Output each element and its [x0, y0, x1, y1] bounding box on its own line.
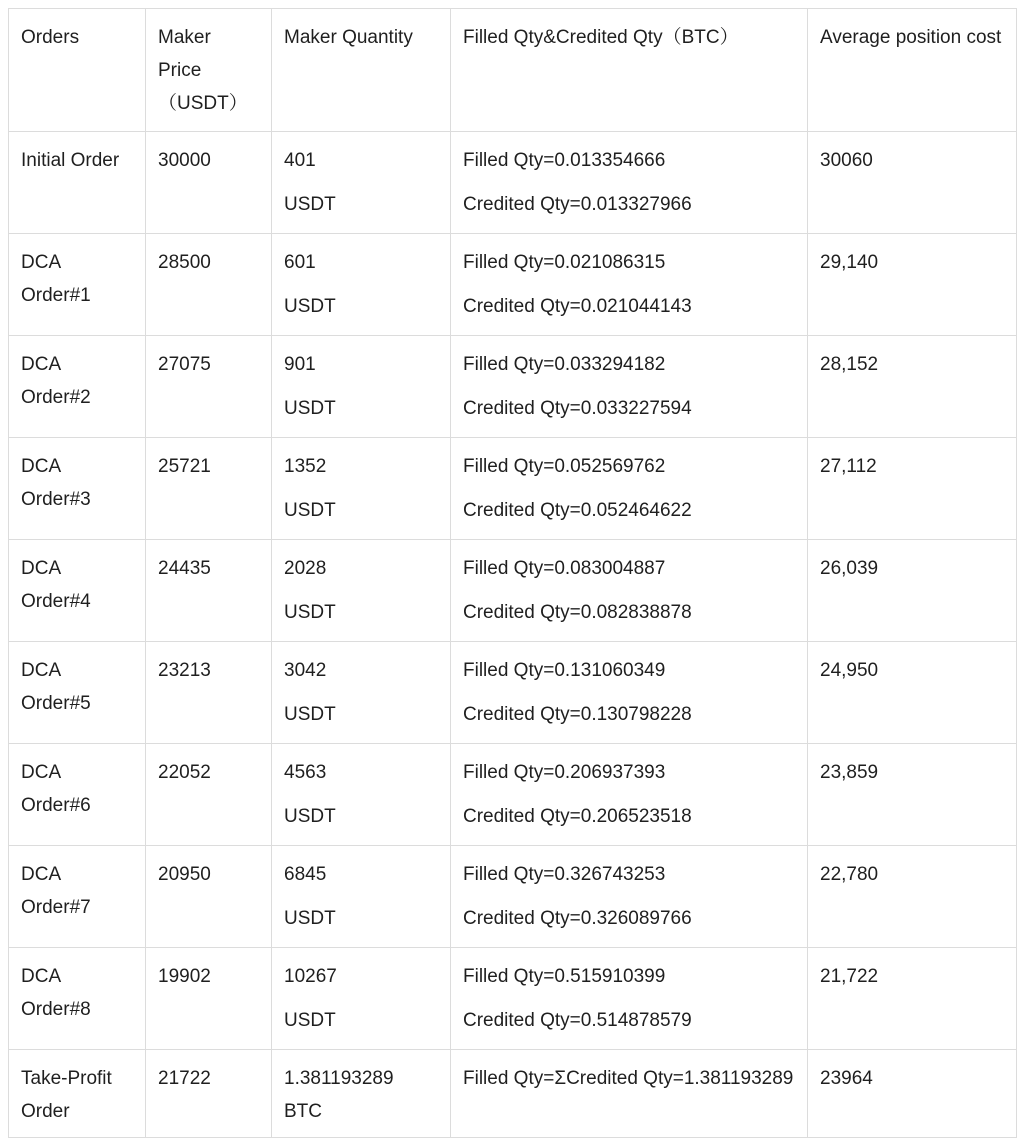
maker-quantity-cell: [272, 846, 451, 948]
average-cost-cell: 30060: [808, 132, 1017, 234]
maker-quantity-value: 401: [284, 150, 316, 171]
maker-quantity-cell: [272, 540, 451, 642]
order-name-cell: DCA Order#1: [9, 234, 146, 336]
order-name-cell: Take-Profit Order: [9, 1050, 146, 1138]
filled-credited-cell: [451, 744, 808, 846]
filled-qty-text: Filled Qty=0.021086315: [463, 252, 666, 273]
filled-qty-text: Filled Qty=0.206937393: [463, 762, 666, 783]
filled-credited-cell: [451, 132, 808, 234]
maker-quantity-cell: [272, 336, 451, 438]
average-cost-cell: 24,950: [808, 642, 1017, 744]
table-row: [9, 540, 1017, 642]
maker-quantity-cell: [272, 1050, 451, 1138]
maker-quantity-unit: USDT: [284, 806, 336, 827]
header-maker-quantity: Maker Quantity: [272, 9, 451, 132]
table-header: [9, 9, 1017, 132]
maker-price-cell: 23213: [146, 642, 272, 744]
table-row: [9, 846, 1017, 948]
maker-quantity-value: 6845: [284, 864, 327, 885]
table-row: [9, 132, 1017, 234]
filled-credited-cell: [451, 234, 808, 336]
order-name-cell: Initial Order: [9, 132, 146, 234]
filled-qty-text: Filled Qty=0.013354666: [463, 150, 666, 171]
maker-price-cell: 27075: [146, 336, 272, 438]
maker-price-cell: 30000: [146, 132, 272, 234]
maker-price-cell: 24435: [146, 540, 272, 642]
maker-price-cell: 28500: [146, 234, 272, 336]
maker-quantity-value: 10267: [284, 966, 337, 987]
credited-qty-text: Credited Qty=0.130798228: [463, 704, 692, 725]
maker-quantity-value: 4563: [284, 762, 327, 783]
order-name-cell: DCA Order#7: [9, 846, 146, 948]
credited-qty-text: Credited Qty=0.326089766: [463, 908, 692, 929]
order-name-cell: DCA Order#2: [9, 336, 146, 438]
maker-quantity-value: 901: [284, 354, 316, 375]
header-maker-price: Maker Price （USDT）: [146, 9, 272, 132]
filled-qty-text: Filled Qty=0.326743253: [463, 864, 666, 885]
maker-quantity-unit: USDT: [284, 908, 336, 929]
maker-quantity-unit: USDT: [284, 1010, 336, 1031]
filled-qty-text: Filled Qty=0.083004887: [463, 558, 666, 579]
header-average-position-cost: Average position cost: [808, 9, 1017, 132]
filled-credited-cell: [451, 1050, 808, 1138]
header-orders: Orders: [9, 9, 146, 132]
table-row: [9, 234, 1017, 336]
maker-quantity-unit: USDT: [284, 296, 336, 317]
credited-qty-text: Credited Qty=0.013327966: [463, 194, 692, 215]
maker-quantity-unit: BTC: [284, 1101, 322, 1122]
credited-qty-text: Credited Qty=0.206523518: [463, 806, 692, 827]
filled-qty-text: Filled Qty=0.515910399: [463, 966, 666, 987]
credited-qty-text: Credited Qty=0.052464622: [463, 500, 692, 521]
maker-quantity-value: 601: [284, 252, 316, 273]
maker-quantity-unit: USDT: [284, 704, 336, 725]
maker-quantity-value: 1.381193289: [284, 1068, 394, 1089]
filled-qty-text: Filled Qty=0.131060349: [463, 660, 666, 681]
average-cost-cell: 27,112: [808, 438, 1017, 540]
maker-price-cell: 21722: [146, 1050, 272, 1138]
maker-quantity-value: 2028: [284, 558, 327, 579]
filled-credited-cell: [451, 846, 808, 948]
table-row: [9, 438, 1017, 540]
table-body: [9, 132, 1017, 1138]
average-cost-cell: 22,780: [808, 846, 1017, 948]
average-cost-cell: 28,152: [808, 336, 1017, 438]
filled-credited-cell: [451, 642, 808, 744]
table-row: [9, 744, 1017, 846]
maker-quantity-cell: [272, 438, 451, 540]
table-row: [9, 642, 1017, 744]
maker-quantity-unit: USDT: [284, 398, 336, 419]
orders-table: [8, 8, 1017, 1138]
maker-quantity-unit: USDT: [284, 194, 336, 215]
filled-qty-text: Filled Qty=ΣCredited Qty=1.381193289: [463, 1068, 794, 1089]
maker-quantity-cell: [272, 132, 451, 234]
maker-quantity-cell: [272, 642, 451, 744]
maker-quantity-value: 3042: [284, 660, 327, 681]
take-profit-row: [9, 1050, 1017, 1138]
credited-qty-text: Credited Qty=0.033227594: [463, 398, 692, 419]
average-cost-cell: 23964: [808, 1050, 1017, 1138]
table-row: [9, 948, 1017, 1050]
credited-qty-text: Credited Qty=0.021044143: [463, 296, 692, 317]
maker-price-cell: 20950: [146, 846, 272, 948]
maker-quantity-unit: USDT: [284, 602, 336, 623]
filled-credited-cell: [451, 948, 808, 1050]
average-cost-cell: 21,722: [808, 948, 1017, 1050]
order-name-cell: DCA Order#6: [9, 744, 146, 846]
maker-price-cell: 25721: [146, 438, 272, 540]
filled-qty-text: Filled Qty=0.033294182: [463, 354, 666, 375]
order-name-cell: DCA Order#4: [9, 540, 146, 642]
maker-quantity-unit: USDT: [284, 500, 336, 521]
maker-price-cell: 22052: [146, 744, 272, 846]
filled-credited-cell: [451, 540, 808, 642]
maker-price-cell: 19902: [146, 948, 272, 1050]
maker-quantity-cell: [272, 234, 451, 336]
filled-credited-cell: [451, 336, 808, 438]
average-cost-cell: 23,859: [808, 744, 1017, 846]
maker-quantity-value: 1352: [284, 456, 327, 477]
header-row: [9, 9, 1017, 132]
average-cost-cell: 26,039: [808, 540, 1017, 642]
maker-quantity-cell: [272, 948, 451, 1050]
average-cost-cell: 29,140: [808, 234, 1017, 336]
order-name-cell: DCA Order#3: [9, 438, 146, 540]
credited-qty-text: Credited Qty=0.082838878: [463, 602, 692, 623]
header-filled-credited-qty: Filled Qty&Credited Qty（BTC）: [451, 9, 808, 132]
order-name-cell: DCA Order#5: [9, 642, 146, 744]
maker-quantity-cell: [272, 744, 451, 846]
table-row: [9, 336, 1017, 438]
filled-qty-text: Filled Qty=0.052569762: [463, 456, 666, 477]
order-name-cell: DCA Order#8: [9, 948, 146, 1050]
filled-credited-cell: [451, 438, 808, 540]
credited-qty-text: Credited Qty=0.514878579: [463, 1010, 692, 1031]
